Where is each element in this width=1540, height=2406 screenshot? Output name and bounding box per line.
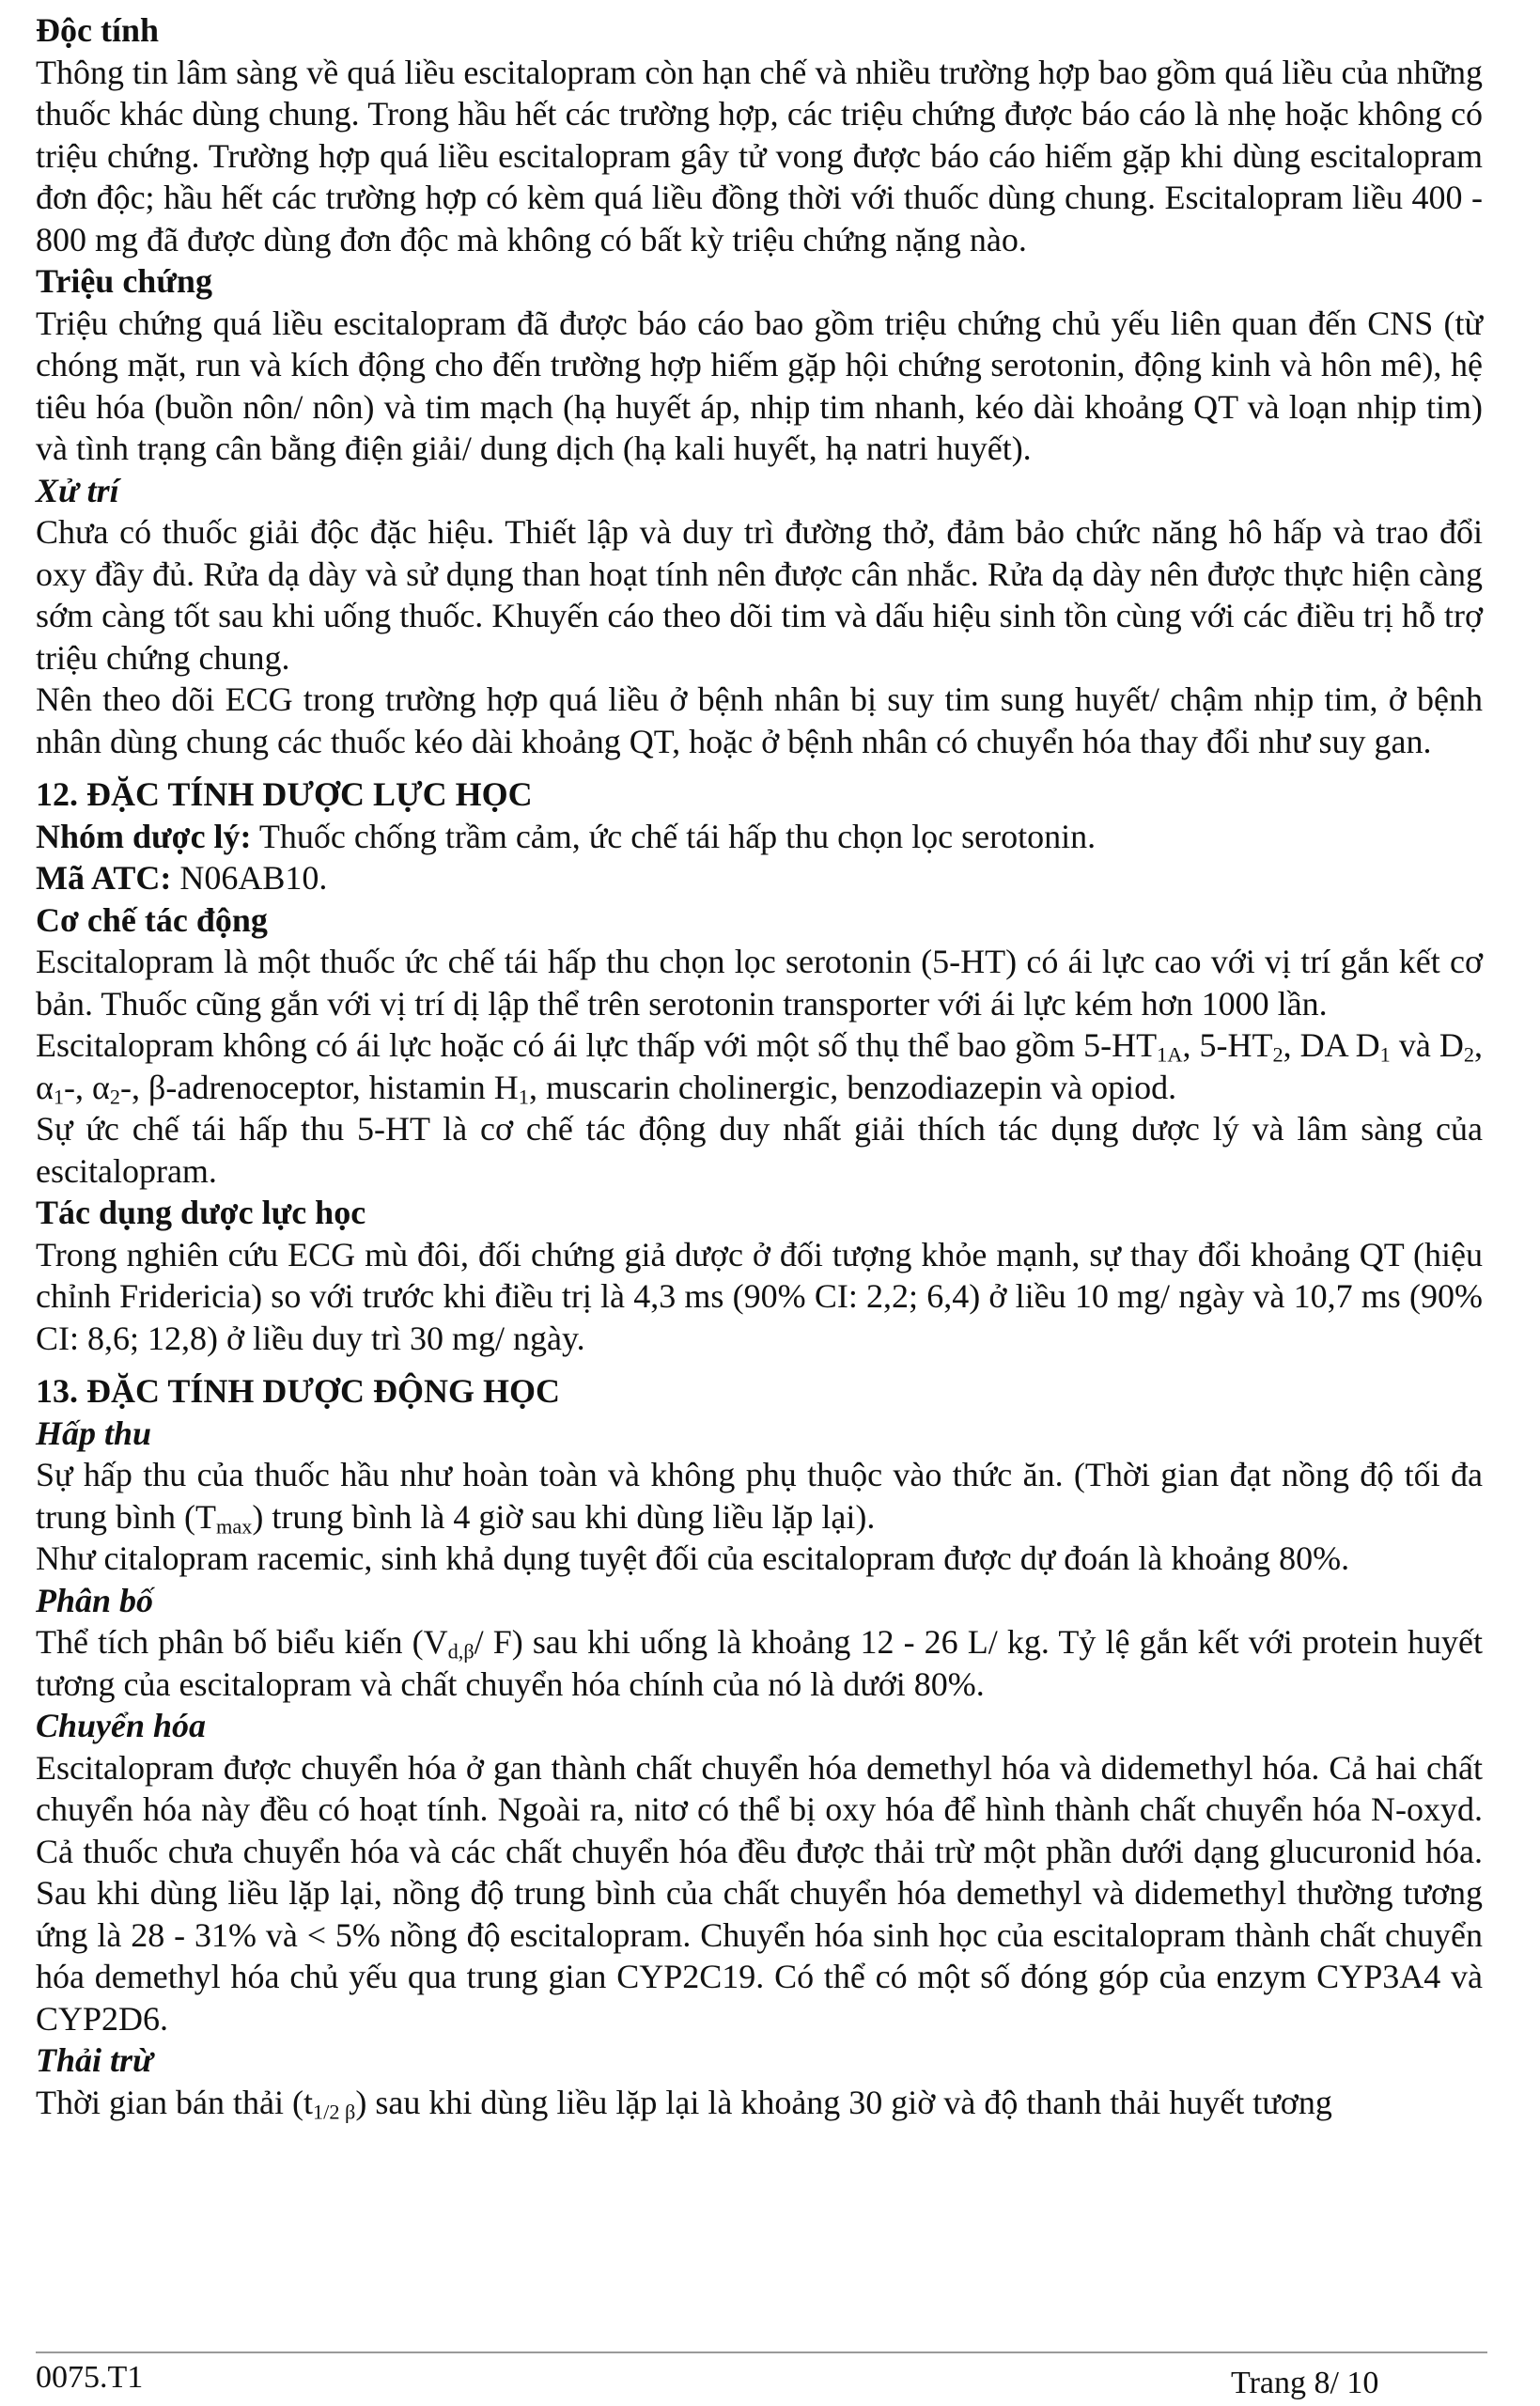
heading-hap-thu: Hấp thu: [36, 1414, 152, 1452]
label-nhom-duoc-ly: Nhóm dược lý:: [36, 817, 252, 855]
heading-phan-bo: Phân bố: [36, 1581, 154, 1619]
subscript: d,β: [447, 1639, 474, 1664]
footer-document-code: 0075.T1: [36, 2360, 144, 2395]
subscript: 2: [109, 1085, 121, 1109]
subscript: 2: [1463, 1042, 1474, 1067]
paragraph-trieu-chung: Triệu chứng quá liều escitalopram đã được báo cáo bao gồm triệu chứng chủ yếu liên quan đến CNS (từ chóng mặt, run và kích động cho đến trường hợp hiếm gặp hội chứng serotonin, động kinh và hôn mê), hệ tiêu hóa (buồn nôn/ nôn) và tim mạch (hạ huyết áp, nhịp tim nhanh, kéo dài khoảng QT và loạn nhịp tim) và tình trạng cân bằng điện giải/ dung dịch (hạ kali huyết, hạ natri huyết).: [36, 304, 1483, 467]
subscript: 1: [1379, 1042, 1391, 1067]
text-run: Thời gian bán thải (t: [36, 2083, 313, 2121]
section-heading-12: 12. ĐẶC TÍNH DƯỢC LỰC HỌC: [36, 775, 533, 813]
document-body: [36, 9, 1483, 2123]
footer-page-number: Trang 8/ 10: [1231, 2366, 1379, 2400]
paragraph-hap-thu-2: Như citalopram racemic, sinh khả dụng tuyệt đối của escitalopram được dự đoán là khoảng 80%.: [36, 1539, 1350, 1577]
text-run: ) trung bình là 4 giờ sau khi dùng liều lặp lại).: [252, 1497, 876, 1536]
heading-chuyen-hoa: Chuyển hóa: [36, 1707, 207, 1744]
paragraph-tac-dung: Trong nghiên cứu ECG mù đôi, đối chứng giả dược ở đối tượng khỏe mạnh, sự thay đổi khoảng QT (hiệu chỉnh Fridericia) so với trước khi điều trị là 4,3 ms (90% CI: 2,2; 6,4) ở liều 10 mg/ ngày và 10,7 ms (90% CI: 8,6; 12,8) ở liều duy trì 30 mg/ ngày.: [36, 1235, 1483, 1357]
value-nhom-duoc-ly: Thuốc chống trầm cảm, ức chế tái hấp thu chọn lọc serotonin.: [251, 817, 1097, 855]
paragraph-doc-tinh: Thông tin lâm sàng về quá liều escitalopram còn hạn chế và nhiều trường hợp bao gồm quá liều của những thuốc khác dùng chung. Trong hầu hết các trường hợp, các triệu chứng được báo cáo là nhẹ hoặc không có triệu chứng. Trường hợp quá liều escitalopram gây tử vong được báo cáo hiếm gặp khi dùng escitalopram đơn độc; hầu hết các trường hợp có kèm quá liều đồng thời với thuốc dùng chung. Escitalopram liều 400 - 800 mg đã được dùng đơn độc mà không có bất kỳ triệu chứng nặng nào.: [36, 53, 1483, 258]
subscript: 2: [1272, 1042, 1283, 1067]
subscript: 1A: [1157, 1042, 1183, 1067]
text-run: Sự hấp thu của thuốc hầu như hoàn toàn và không phụ thuộc vào thức ăn. (Thời gian đạt nồng độ tối đa trung bình (T: [36, 1456, 1483, 1536]
footer-divider: [36, 2351, 1487, 2353]
subscript: max: [215, 1514, 253, 1539]
label-ma-atc: Mã ATC:: [36, 859, 172, 897]
paragraph-ma-atc: [36, 857, 1483, 899]
text-run: -, β-adrenoceptor, histamin H: [120, 1068, 519, 1106]
text-run: Escitalopram không có ái lực hoặc có ái lực thấp với một số thụ thể bao gồm 5-HT: [36, 1026, 1158, 1064]
paragraph-chuyen-hoa: Escitalopram được chuyển hóa ở gan thành chất chuyển hóa demethyl hóa và didemethyl hóa. Cả hai chất chuyển hóa này đều có hoạt tính. Ngoài ra, nitơ có thể bị oxy hóa để hình thành chất chuyển hóa N-oxyd. Cả thuốc chưa chuyển hóa và các chất chuyển hóa đều được thải trừ một phần dưới dạng glucuronid hóa. Sau khi dùng liều lặp lại, nồng độ trung bình của chất chuyển hóa demethyl và didemethyl thường tương ứng là 28 - 31% và < 5% nồng độ escitalopram. Chuyển hóa sinh học của escitalopram thành chất chuyển hóa demethyl hóa chủ yếu qua trung gian CYP2C19. Có thể có một số đóng góp của enzym CYP3A4 và CYP2D6.: [36, 1748, 1483, 2038]
heading-doc-tinh: Độc tính: [36, 11, 160, 49]
heading-trieu-chung: Triệu chứng: [36, 262, 212, 300]
text-run: , α: [36, 1026, 1483, 1106]
subscript: 1: [518, 1085, 529, 1109]
paragraph-co-che-3: Sự ức chế tái hấp thu 5-HT là cơ chế tác động duy nhất giải thích tác dụng dược lý và lâm sàng của escitalopram.: [36, 1110, 1483, 1190]
paragraph-co-che-1: Escitalopram là một thuốc ức chế tái hấp thu chọn lọc serotonin (5-HT) có ái lực cao với vị trí gắn kết cơ bản. Thuốc cũng gắn với vị trí dị lập thể trên serotonin transporter với ái lực kém hơn 1000 lần.: [36, 943, 1483, 1023]
text-run: -, α: [64, 1068, 110, 1106]
text-run: Thể tích phân bố biểu kiến (V: [36, 1623, 448, 1661]
text-run: / F) sau khi uống là khoảng 12 - 26 L/ kg. Tỷ lệ gắn kết với protein huyết tương của escitalopram và chất chuyển hóa chính của nó là dưới 80%.: [36, 1623, 1483, 1703]
paragraph-co-che-2: [36, 1024, 1483, 1108]
paragraph-hap-thu-1: [36, 1454, 1483, 1538]
text-run: , 5-HT: [1182, 1026, 1273, 1064]
heading-tac-dung: Tác dụng dược lực học: [36, 1194, 366, 1231]
subscript: 1/2 β: [312, 2100, 356, 2124]
heading-thai-tru: Thải trừ: [36, 2041, 153, 2079]
heading-co-che: Cơ chế tác động: [36, 900, 268, 939]
paragraph-xu-tri-2: Nên theo dõi ECG trong trường hợp quá liều ở bệnh nhân bị suy tim sung huyết/ chậm nhịp tim, ở bệnh nhân dùng chung các thuốc kéo dài khoảng QT, hoặc ở bệnh nhân có chuyển hóa thay đổi như suy gan.: [36, 680, 1483, 760]
text-run: và D: [1390, 1026, 1464, 1064]
section-heading-13: 13. ĐẶC TÍNH DƯỢC ĐỘNG HỌC: [36, 1372, 561, 1410]
heading-xu-tri: Xử trí: [36, 471, 119, 509]
text-run: , DA D: [1283, 1026, 1380, 1064]
paragraph-nhom-duoc-ly: [36, 816, 1483, 858]
value-ma-atc: N06AB10.: [171, 859, 328, 897]
paragraph-xu-tri-1: Chưa có thuốc giải độc đặc hiệu. Thiết lập và duy trì đường thở, đảm bảo chức năng hô hấp và trao đổi oxy đầy đủ. Rửa dạ dày và sử dụng than hoạt tính nên được cân nhắc. Rửa dạ dày nên được thực hiện càng sớm càng tốt sau khi uống thuốc. Khuyến cáo theo dõi tim và dấu hiệu sinh tồn cùng với các điều trị hỗ trợ triệu chứng chung.: [36, 513, 1483, 677]
paragraph-thai-tru: [36, 2082, 1483, 2124]
paragraph-phan-bo: [36, 1621, 1483, 1705]
subscript: 1: [53, 1085, 65, 1109]
text-run: ) sau khi dùng liều lặp lại là khoảng 30 giờ và độ thanh thải huyết tương: [355, 2083, 1332, 2121]
text-run: , muscarin cholinergic, benzodiazepin và opiod.: [528, 1068, 1177, 1106]
